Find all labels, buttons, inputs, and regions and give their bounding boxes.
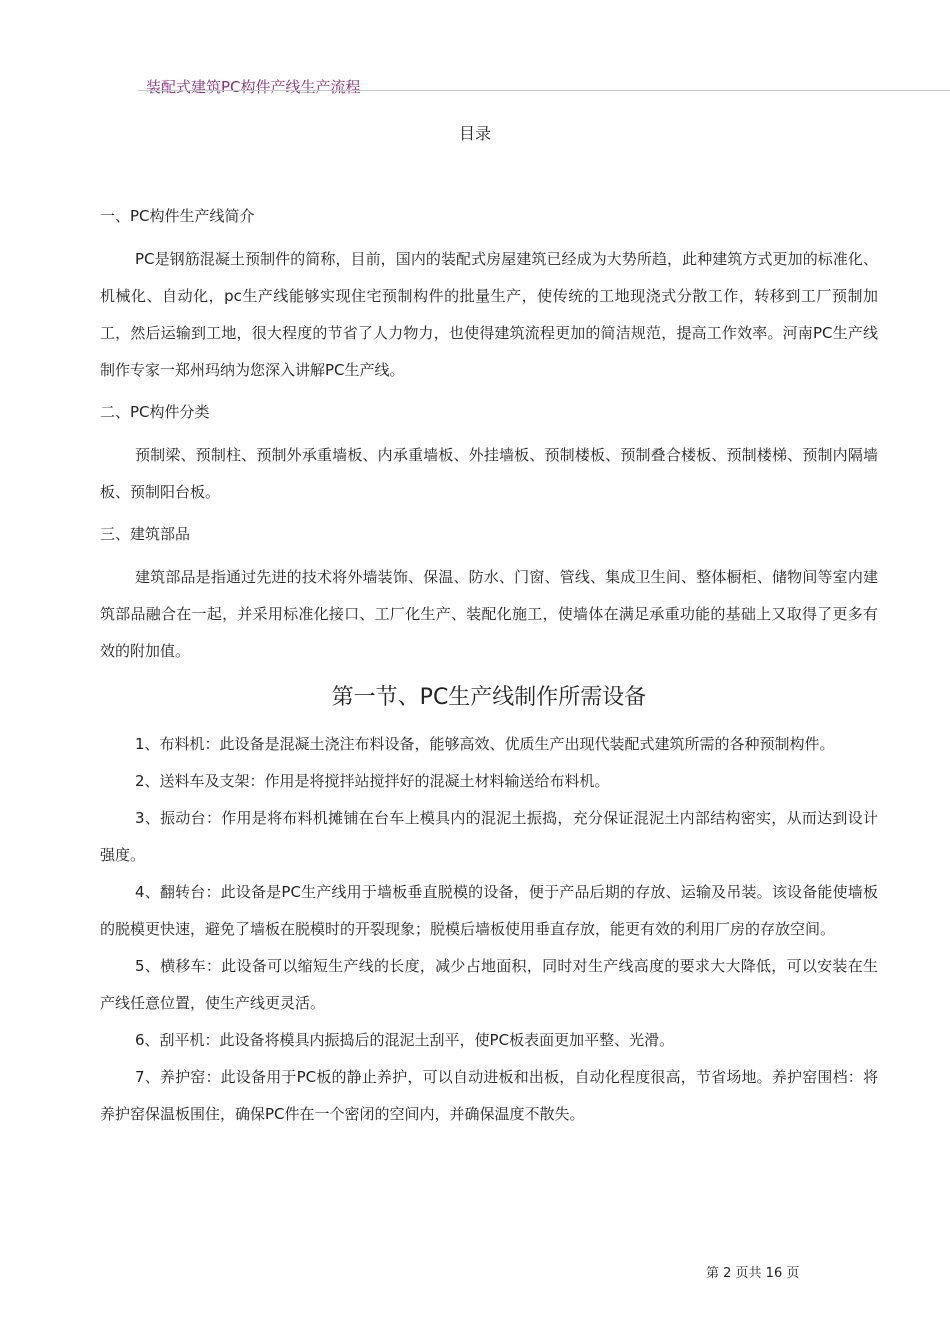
section-paragraph-components: 建筑部品是指通过先进的技术将外墙装饰、保温、防水、门窗、管线、集成卫生间、整体橱柜、储物间等室内建筑部品融合在一起，并采用标准化接口、工厂化生产、装配化施工，使墙体在满足承重功能的基础上又取得了更多有效的附加值。 [100, 568, 878, 660]
equipment-item: 2、送料车及支架：作用是将搅拌站搅拌好的混凝土材料输送给布料机。 [135, 772, 610, 790]
section-paragraph-intro: PC是钢筋混凝土预制件的简称，目前，国内的装配式房屋建筑已经成为大势所趋，此种建筑方式更加的标准化、机械化、自动化，pc生产线能够实现住宅预制构件的批量生产，使传统的工地现浇式分散工作，转移到工厂预制加工，然后运输到工地，很大程度的节省了人力物力，也使得建筑流程更加的简洁规范，提高工作效率。河南PC生产线制作专家一郑州玛纳为您深入讲解PC生产线。 [100, 250, 878, 379]
equipment-item: 6、刮平机：此设备将模具内振捣后的混泥土刮平，使PC板表面更加平整、光滑。 [135, 1031, 675, 1049]
document-body [100, 205, 878, 1133]
section-heading-intro: 一、PC构件生产线简介 [100, 207, 255, 225]
page-header [138, 70, 950, 96]
section-paragraph-classification: 预制梁、预制柱、预制外承重墙板、内承重墙板、外挂墙板、预制楼板、预制叠合楼板、预制楼梯、预制内隔墙板、预制阳台板。 [100, 446, 878, 501]
equipment-item: 5、横移车：此设备可以缩短生产线的长度，减少占地面积，同时对生产线高度的要求大大降低，可以安装在生产线任意位置，使生产线更灵活。 [100, 957, 878, 1012]
header-divider [138, 90, 950, 91]
toc-title: 目录 [458, 124, 491, 143]
header-title: 装配式建筑PC构件产线生产流程 [146, 78, 361, 96]
equipment-item: 1、布料机：此设备是混凝土浇注布料设备，能够高效、优质生产出现代装配式建筑所需的各种预制构件。 [135, 735, 835, 753]
equipment-item: 4、翻转台：此设备是PC生产线用于墙板垂直脱模的设备，便于产品后期的存放、运输及吊装。该设备能使墙板的脱模更快速，避免了墙板在脱模时的开裂现象；脱模后墙板使用垂直存放，能更有效的利用厂房的存放空间。 [100, 883, 878, 938]
equipment-item: 7、养护窑：此设备用于PC板的静止养护，可以自动进板和出板，自动化程度很高，节省场地。养护窑围档：将养护窑保温板围住，确保PC件在一个密闭的空间内，并确保温度不散失。 [100, 1068, 878, 1123]
equipment-item: 3、振动台：作用是将布料机摊铺在台车上模具内的混泥土振捣，充分保证混泥土内部结构密实，从而达到设计强度。 [100, 809, 878, 864]
section-heading-classification: 二、PC构件分类 [100, 403, 210, 421]
chapter-title: 第一节、PC生产线制作所需设备 [331, 685, 647, 710]
section-heading-components: 三、建筑部品 [100, 525, 191, 543]
page-number: 第 2 页共 16 页 [706, 1266, 800, 1281]
